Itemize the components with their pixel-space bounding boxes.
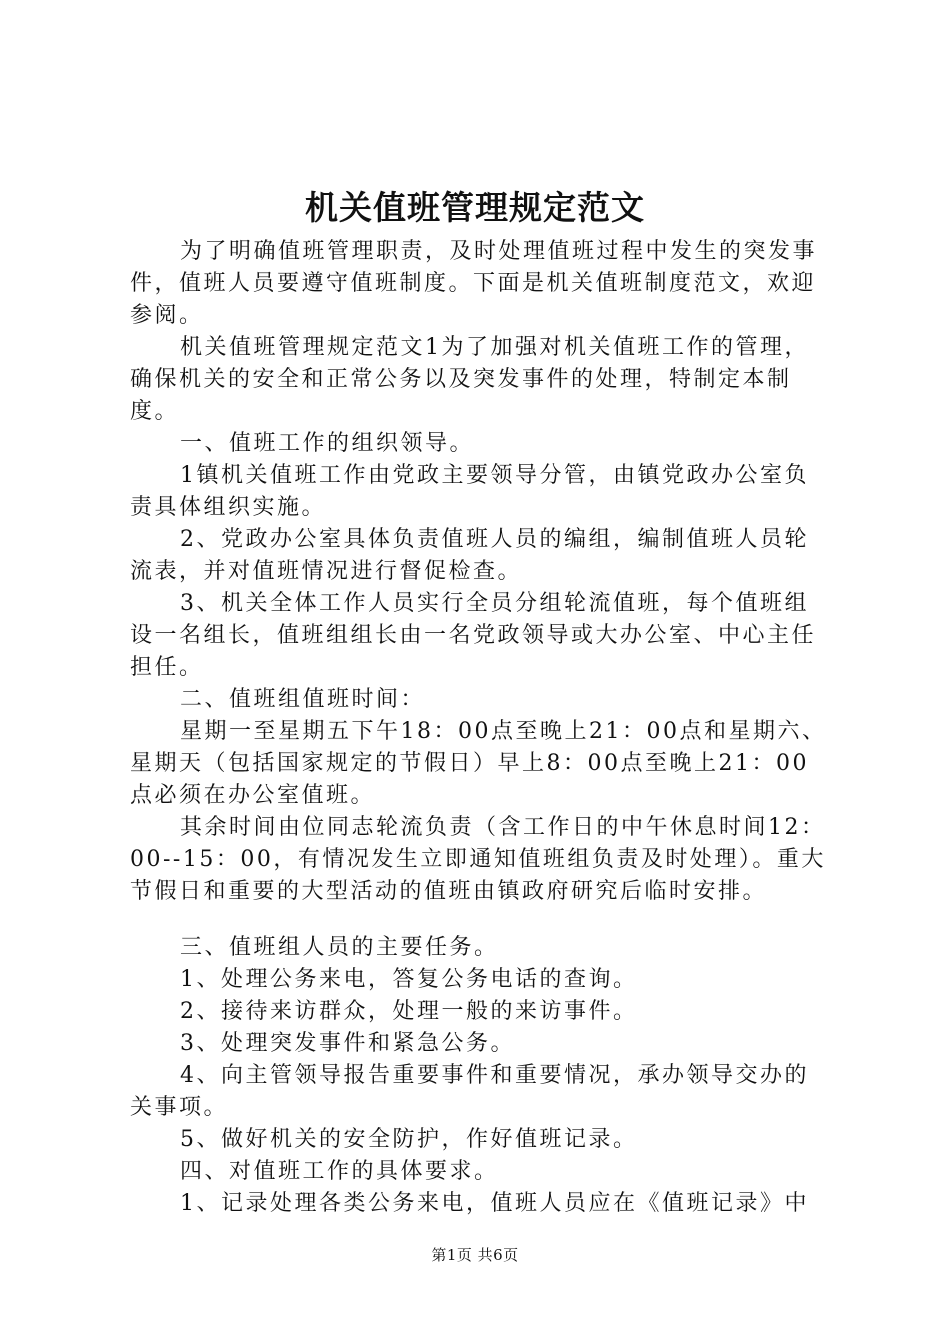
paragraph-item: 3、处理突发事件和紧急公务。 bbox=[180, 1031, 515, 1056]
page-footer: 第1页 共6页 bbox=[431, 1246, 519, 1264]
paragraph-item: 1、处理公务来电，答复公务电话的查询。 bbox=[180, 967, 638, 992]
section-heading-1: 一、值班工作的组织领导。 bbox=[180, 431, 475, 456]
paragraph-item: 2、接待来访群众，处理一般的来访事件。 bbox=[180, 999, 638, 1024]
paragraph-item: 1、记录处理各类公务来电，值班人员应在《值班记录》中 bbox=[180, 1191, 809, 1216]
paragraph-sample-1: 机关值班管理规定范文1为了加强对机关值班工作的管理，确保机关的安全和正常公务以及突发事件的处理，特制定本制度。 bbox=[130, 335, 809, 424]
paragraph-schedule: 星期一至星期五下午18：00点至晚上21：00点和星期六、星期天（包括国家规定的节假日）早上8：00点至晚上21：00点必须在办公室值班。 bbox=[130, 719, 827, 808]
paragraph-item: 5、做好机关的安全防护，作好值班记录。 bbox=[180, 1127, 638, 1152]
paragraph-item: 4、向主管领导报告重要事件和重要情况，承办领导交办的关事项。 bbox=[130, 1063, 809, 1120]
section-heading-2: 二、值班组值班时间： bbox=[180, 687, 426, 712]
paragraph-intro: 为了明确值班管理职责，及时处理值班过程中发生的突发事件，值班人员要遵守值班制度。下面是机关值班制度范文，欢迎参阅。 bbox=[130, 239, 818, 328]
paragraph-item: 2、党政办公室具体负责值班人员的编组，编制值班人员轮流表，并对值班情况进行督促检查。 bbox=[130, 527, 809, 584]
section-heading-3: 三、值班组人员的主要任务。 bbox=[180, 935, 499, 960]
section-heading-4: 四、对值班工作的具体要求。 bbox=[180, 1159, 499, 1184]
document-title: 机关值班管理规定范文 bbox=[305, 188, 645, 227]
document-body bbox=[130, 236, 830, 1220]
paragraph-item: 1镇机关值班工作由党政主要领导分管，由镇党政办公室负责具体组织实施。 bbox=[130, 463, 809, 520]
paragraph-item: 3、机关全体工作人员实行全员分组轮流值班，每个值班组设一名组长，值班组组长由一名党政领导或大办公室、中心主任担任。 bbox=[130, 591, 817, 680]
paragraph-schedule-other: 其余时间由位同志轮流负责（含工作日的中午休息时间12：00--15：00，有情况发生立即通知值班组负责及时处理）。重大节假日和重要的大型活动的值班由镇政府研究后临时安排。 bbox=[130, 815, 826, 904]
